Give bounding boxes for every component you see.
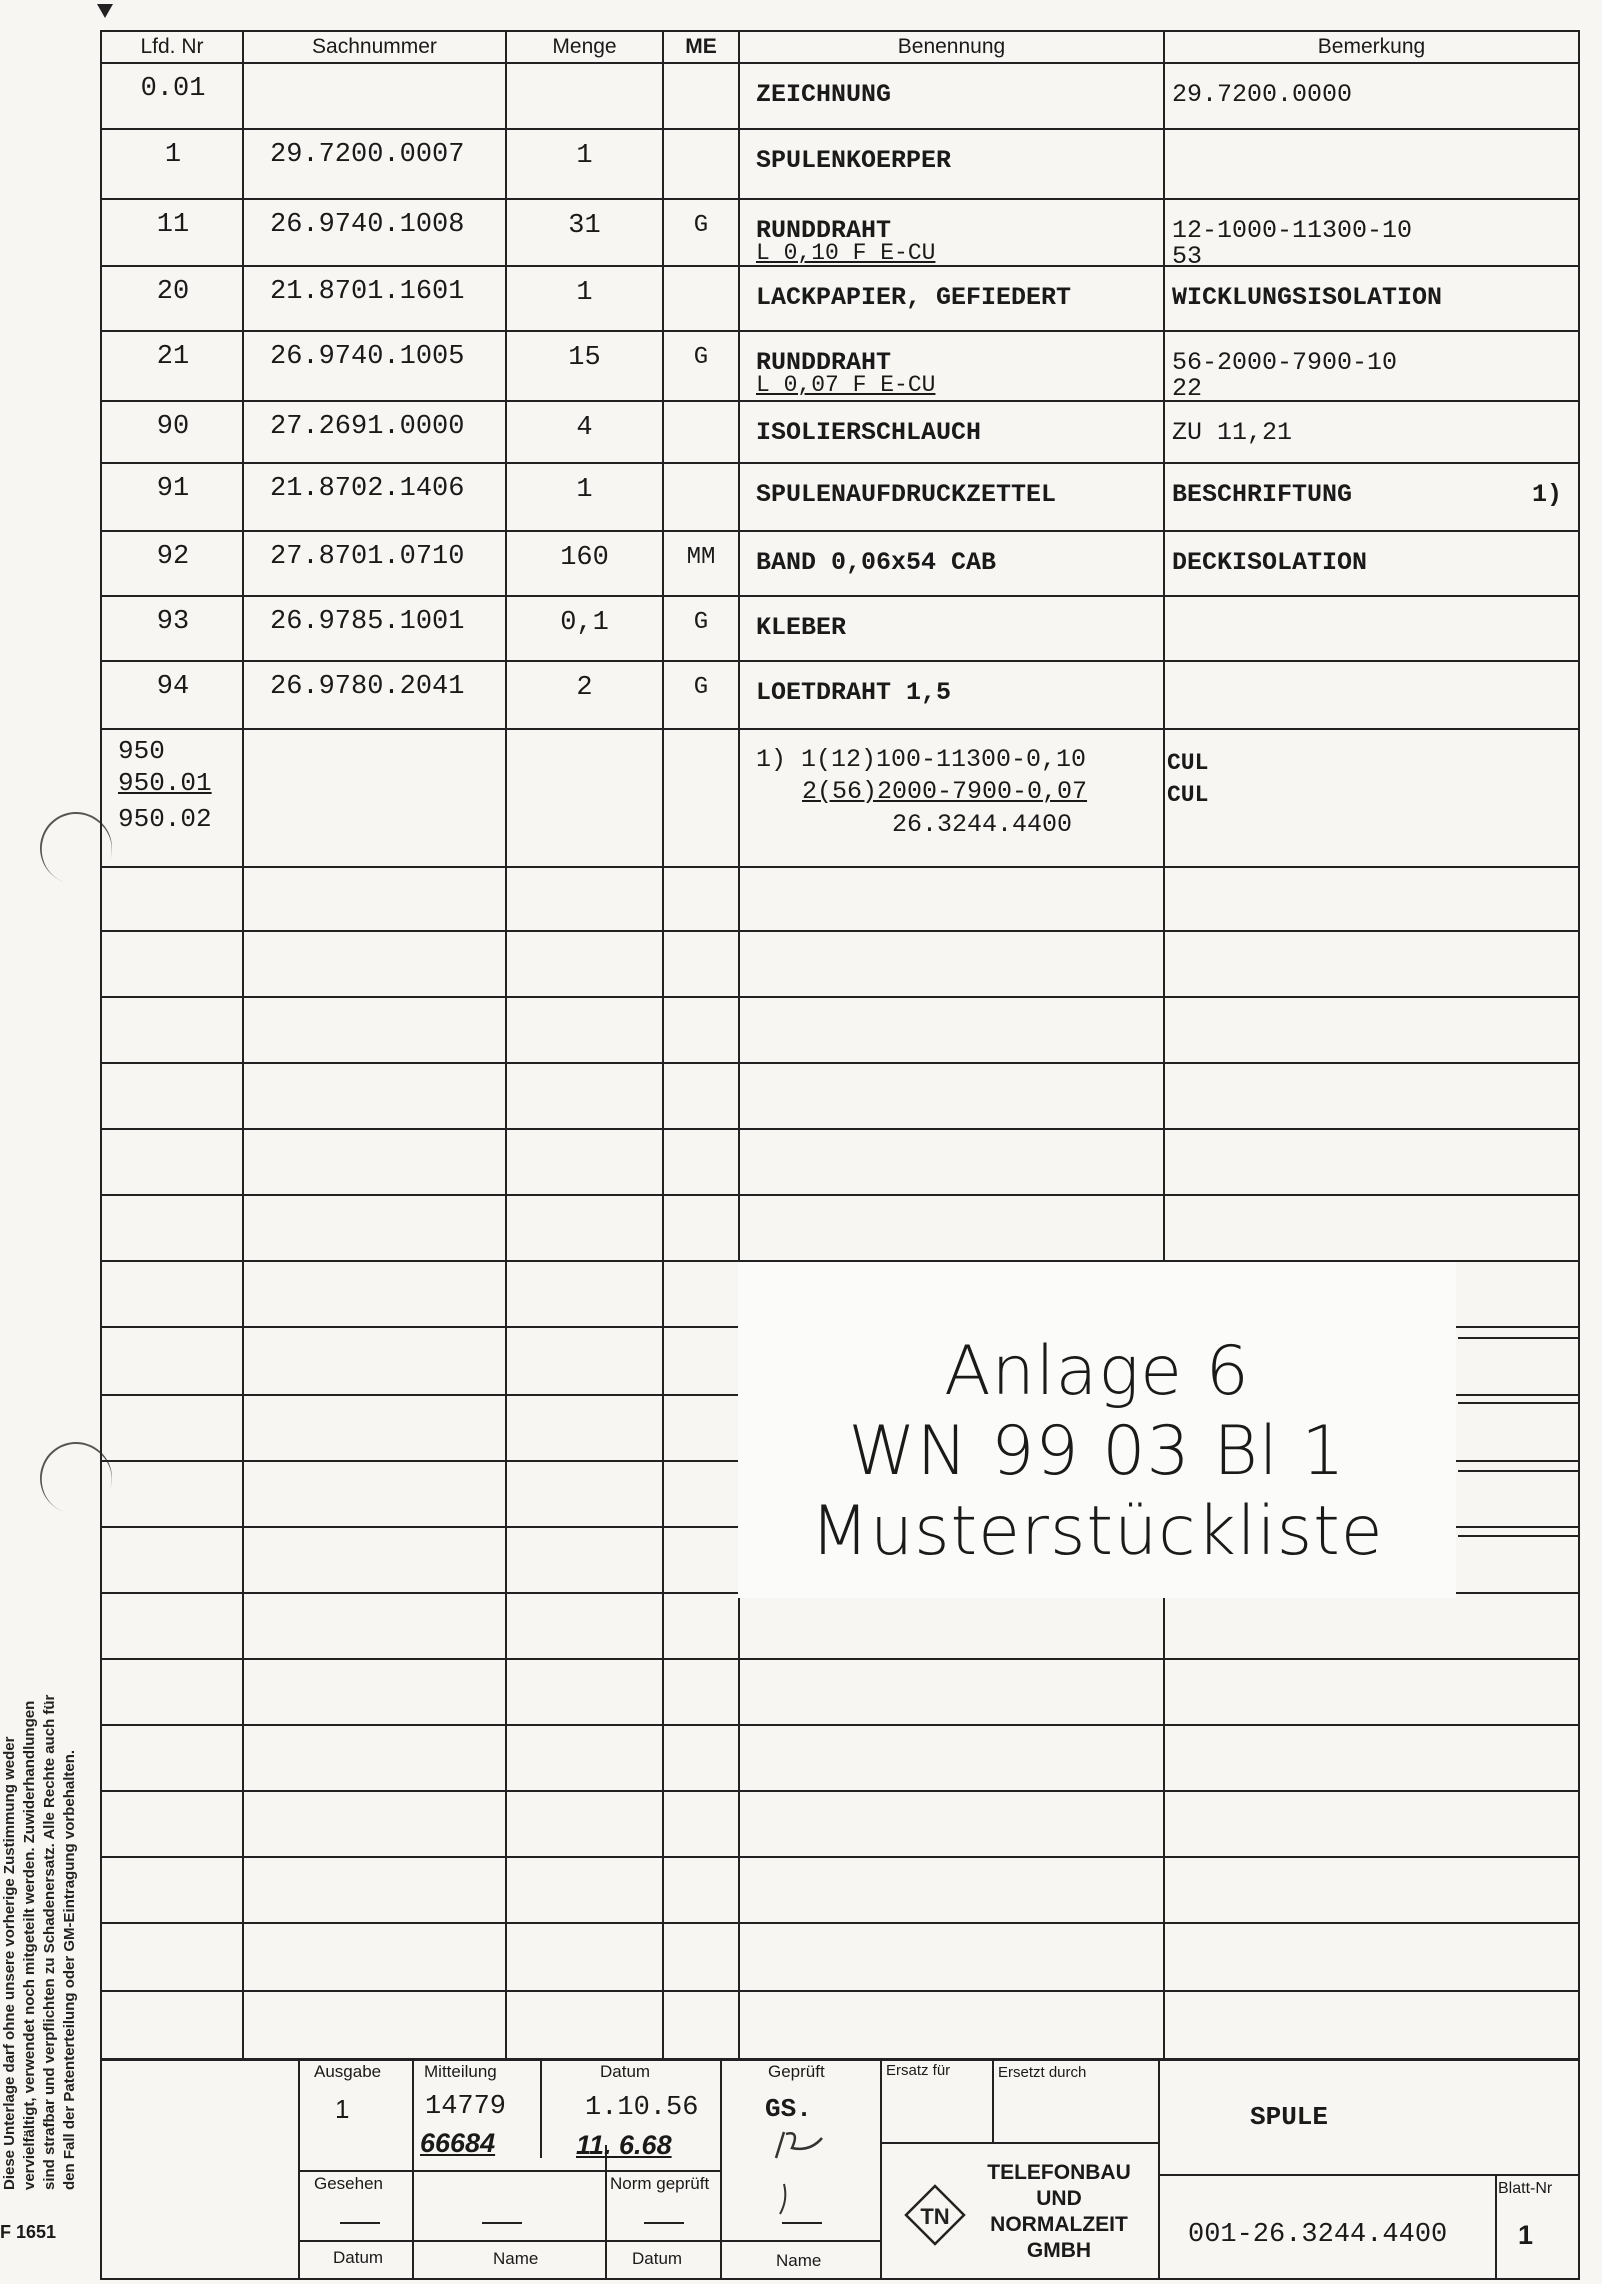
sheet-number: 1 bbox=[1518, 2220, 1534, 2250]
cell-lfd-nr: 0.01 bbox=[140, 74, 206, 104]
legal-notice: Diese Unterlage darf ohne unsere vorherige Zustimmung weder vervielfältigt, verwendet noch mitgeteilt werden. Zuwiderhandlungen sind strafbar und verpflichten zu Schadenersatz. Alle Rechte auch für den Fall der Patenterteilung oder GM-Eintragung vorbehalten. bbox=[1, 1694, 78, 2190]
cell-menge: 2 bbox=[576, 673, 593, 703]
cell-bemerkung-2: 53 bbox=[1172, 242, 1203, 271]
label-datum: Datum bbox=[600, 2062, 651, 2081]
cell-benennung: BAND 0,06x54 CAB bbox=[756, 548, 997, 577]
cell-benennung-2: L 0,07 F E-CU bbox=[756, 372, 936, 398]
cell-lfd-nr: 90 bbox=[156, 412, 190, 442]
stamp-line-1: Anlage 6 bbox=[944, 1332, 1250, 1411]
cell-sachnummer: 26.9780.2041 bbox=[270, 672, 465, 702]
header-benennung: Benennung bbox=[897, 35, 1006, 58]
norm-signature-icon bbox=[772, 2180, 802, 2220]
cell-me: G bbox=[693, 609, 709, 636]
svg-text:TN: TN bbox=[920, 2204, 950, 2229]
label-mitteilung: Mitteilung bbox=[424, 2062, 497, 2081]
cell-lfd-nr: 21 bbox=[156, 342, 190, 372]
cell-sachnummer: 21.8701.1601 bbox=[270, 277, 465, 307]
cell-benennung: RUNDDRAHT bbox=[756, 216, 892, 245]
cell-lfd-nr: 1 bbox=[164, 140, 182, 170]
header-bemerkung: Bemerkung bbox=[1317, 35, 1426, 58]
cell-bemerkung-2: 1) bbox=[1532, 480, 1563, 509]
cell-menge: 1 bbox=[576, 141, 593, 171]
cell-me: G bbox=[693, 212, 709, 239]
label-name: Name bbox=[493, 2249, 539, 2268]
cell-menge: 15 bbox=[568, 343, 601, 373]
cell-benennung: RUNDDRAHT bbox=[756, 348, 892, 377]
cell-lfd-nr: 91 bbox=[156, 474, 190, 504]
value-mitteilung: 14779 bbox=[425, 2092, 507, 2122]
footnote-lfd: 950 bbox=[118, 736, 165, 766]
label-name-2: Name bbox=[776, 2251, 822, 2270]
document-number: 001-26.3244.4400 bbox=[1188, 2220, 1448, 2250]
cell-sachnummer: 27.8701.0710 bbox=[270, 542, 465, 572]
value-geprueft: GS. bbox=[765, 2094, 812, 2124]
stamp-line-2: WN 99 03 Bl 1 bbox=[848, 1412, 1346, 1491]
label-gesehen: Gesehen bbox=[314, 2174, 383, 2193]
cell-benennung: ZEICHNUNG bbox=[756, 80, 892, 109]
cell-benennung: SPULENAUFDRUCKZETTEL bbox=[756, 480, 1057, 509]
footnote-bem: CUL bbox=[1167, 750, 1209, 776]
stamp-line-3: Musterstückliste bbox=[810, 1492, 1384, 1571]
cell-bemerkung: 29.7200.0000 bbox=[1172, 80, 1353, 109]
header-sachnummer: Sachnummer bbox=[312, 35, 437, 58]
cell-lfd-nr: 20 bbox=[156, 277, 190, 307]
footnote-line: 26.3244.4400 bbox=[892, 810, 1073, 839]
label-ersatz-fuer: Ersatz für bbox=[886, 2062, 951, 2079]
cell-sachnummer: 26.9785.1001 bbox=[270, 607, 465, 637]
cell-sachnummer: 21.8702.1406 bbox=[270, 474, 465, 504]
header-me: ME bbox=[685, 35, 717, 58]
cell-bemerkung: WICKLUNGSISOLATION bbox=[1172, 283, 1443, 312]
cell-menge: 0,1 bbox=[560, 608, 609, 638]
company-name: TELEFONBAU UND NORMALZEIT GMBH bbox=[987, 2161, 1131, 2262]
punch-hole bbox=[30, 802, 122, 894]
cell-menge: 31 bbox=[568, 211, 601, 241]
value-ausgabe: 1 bbox=[335, 2094, 350, 2124]
label-ersetzt-durch: Ersetzt durch bbox=[998, 2064, 1087, 2081]
label-blatt-nr: Blatt-Nr bbox=[1498, 2180, 1553, 2197]
cell-menge: 1 bbox=[576, 278, 593, 308]
header-lfd-nr: Lfd. Nr bbox=[140, 35, 204, 58]
form-number: F 1651 bbox=[0, 2222, 57, 2242]
cell-bemerkung: DECKISOLATION bbox=[1172, 548, 1368, 577]
footnote-bem: CUL bbox=[1167, 782, 1209, 808]
cell-benennung: KLEBER bbox=[756, 613, 847, 642]
footnote-line: 2(56)2000-7900-0,07 bbox=[802, 777, 1088, 806]
footnote-lfd: 950.01 bbox=[118, 768, 212, 798]
cell-benennung: SPULENKOERPER bbox=[756, 146, 952, 175]
annex-stamp bbox=[738, 1262, 1456, 1598]
label-geprueft: Geprüft bbox=[768, 2062, 825, 2081]
cell-benennung-2: L 0,10 F E-CU bbox=[756, 240, 936, 266]
header-menge: Menge bbox=[552, 35, 617, 58]
company-logo-icon bbox=[904, 2184, 966, 2246]
cell-sachnummer: 27.2691.0000 bbox=[270, 412, 465, 442]
cell-bemerkung-2: 22 bbox=[1172, 374, 1203, 403]
punch-hole bbox=[30, 1432, 122, 1524]
cell-lfd-nr: 11 bbox=[156, 210, 190, 240]
value-datum: 1.10.56 bbox=[585, 2093, 699, 2123]
cell-sachnummer: 29.7200.0007 bbox=[270, 140, 465, 170]
cell-bemerkung: 12-1000-11300-10 bbox=[1172, 216, 1413, 245]
cell-bemerkung: 56-2000-7900-10 bbox=[1172, 348, 1398, 377]
label-datum-3: Datum bbox=[632, 2249, 683, 2268]
value-datum-2: 11. 6.68 bbox=[576, 2130, 672, 2160]
label-norm-geprueft: Norm geprüft bbox=[610, 2174, 710, 2193]
cell-lfd-nr: 92 bbox=[156, 542, 190, 572]
cell-menge: 160 bbox=[560, 543, 609, 573]
cell-sachnummer: 26.9740.1005 bbox=[270, 342, 465, 372]
cell-me: MM bbox=[686, 544, 716, 571]
cell-bemerkung: ZU 11,21 bbox=[1172, 418, 1293, 447]
cell-menge: 4 bbox=[576, 413, 593, 443]
footnote-line: 1) 1(12)100-11300-0,10 bbox=[756, 745, 1087, 774]
document-title: SPULE bbox=[1250, 2102, 1329, 2132]
cell-lfd-nr: 94 bbox=[156, 672, 190, 702]
cell-benennung: LACKPAPIER, GEFIEDERT bbox=[756, 283, 1072, 312]
cell-me: G bbox=[693, 344, 709, 371]
cell-bemerkung: BESCHRIFTUNG bbox=[1172, 480, 1353, 509]
cell-sachnummer: 26.9740.1008 bbox=[270, 210, 465, 240]
footnote-lfd: 950.02 bbox=[118, 804, 212, 834]
label-ausgabe: Ausgabe bbox=[314, 2062, 382, 2081]
cell-lfd-nr: 93 bbox=[156, 607, 190, 637]
value-mitteilung-2: 66684 bbox=[420, 2128, 496, 2158]
cell-benennung: ISOLIERSCHLAUCH bbox=[756, 418, 982, 447]
initials-signature-icon bbox=[770, 2124, 830, 2164]
label-datum-2: Datum bbox=[333, 2248, 384, 2267]
cell-benennung: LOETDRAHT 1,5 bbox=[756, 678, 952, 707]
cell-menge: 1 bbox=[576, 475, 593, 505]
corner-marker bbox=[97, 4, 113, 18]
cell-me: G bbox=[693, 674, 709, 701]
